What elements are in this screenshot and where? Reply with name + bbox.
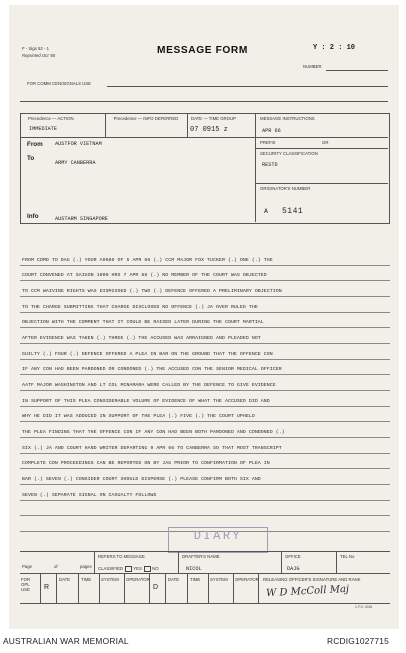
classified-label	[98, 566, 159, 572]
tel-label: TEL No	[340, 554, 355, 559]
body-line: IF ANY CON HAD BEEN PARDONED OR CONDONED (.) THE ACCUSED CON THE SENIOR MEDICAL OFFICER	[22, 367, 282, 372]
office-value: DAJG	[287, 566, 300, 572]
diary-stamp-text: DIARY	[193, 529, 243, 543]
time-label-2: TIME	[190, 577, 201, 582]
pages-label: pages	[80, 564, 92, 569]
release-label: RELEASING OFFICER'S SIGNATURE AND RANK	[263, 577, 361, 582]
print-note: C.P.O. 6456	[355, 605, 373, 609]
time-label-1: TIME	[81, 577, 92, 582]
body-line: COURT CONVENED AT SAIGON 1000 HRS 7 APR 66 (.) NO MEMBER OF THE COURT WAS OBJECTED	[22, 273, 267, 278]
dtg-value: 07 0915 z	[190, 126, 228, 134]
record-id: RCDIG1027715	[327, 636, 389, 646]
d-label: D	[153, 584, 159, 591]
releasing-signature: W D McColl Maj	[265, 583, 350, 600]
no-text: NO	[152, 566, 159, 572]
security-label: SECURITY CLASSIFICATION	[260, 151, 318, 156]
page-label: Page	[22, 564, 33, 569]
comm-use-label: FOR COMM CEN/SIGNALS USE	[27, 81, 91, 86]
system-label-2: SYSTEM	[210, 577, 228, 582]
for-opl-use-label: FOR OPL USE	[21, 577, 31, 592]
instructions-value: APR 66	[262, 128, 281, 134]
body-line: SEVEN (.) SEPARATE SIGNAL ON CASUALTY FOLLOWS	[22, 493, 157, 498]
office-label: OFFICE	[285, 554, 301, 559]
body-line: TO CCM WAIVING RIGHTS WAS DISMISSED (.) TWO (.) DEFENCE OFFERED A PRELIMINARY OBJECTION	[22, 289, 282, 294]
originator-label: ORIGINATOR'S NUMBER	[260, 186, 311, 191]
from-label: From	[27, 141, 43, 148]
body-line: IN SUPPORT OF THIS PLEA CONSIDERABLE VOLUME OF EVIDENCE OF WHAT THE ACCUSED DID AND	[22, 399, 270, 404]
gr-label: GR	[322, 140, 329, 145]
classified-text: CLASSIFIED	[98, 566, 124, 572]
archive-label: AUSTRALIAN WAR MEMORIAL	[3, 636, 129, 646]
form-code: F - Sigs 52 - 1	[22, 46, 49, 51]
drafter-value: NICOL	[186, 566, 202, 572]
body-line: SIX (.) JA AND COURT HAND WRITER DEPARTING 9 APR 66 TO CANBERRA SO THAT MOST TRANSCRIPT	[22, 446, 282, 451]
drafter-label: DRAFTER'S NAME	[182, 554, 220, 559]
reprinted-note: Reprinted Oct '65	[22, 53, 56, 58]
security-value: RESTD	[262, 162, 278, 168]
serial-number: Y : 2 : 10	[313, 44, 356, 52]
to-label: To	[27, 155, 35, 162]
number-label: NUMBER	[303, 64, 322, 69]
body-line: BAR (.) SEVEN (.) CONSIDER COURT SHOULD DISPERSE (.) PLEASE CONFIRM BOTH SIX AND	[22, 477, 261, 482]
refers-label: REFERS TO MESSAGE	[98, 554, 145, 559]
date-label-2: DATE	[168, 577, 180, 582]
operator-label-1: OPERATOR	[126, 577, 150, 582]
yes-text: YES	[133, 566, 142, 572]
from-value: AUSTFOR VIETNAM	[55, 141, 102, 147]
operator-label-2: OPERATOR	[235, 577, 259, 582]
info-value: AUSTARM SINGAPORE	[55, 216, 108, 222]
precedence-info-label: Precedence — INFO DEFERRED	[113, 116, 179, 121]
body-line: COMPLETE CON PROCEEDINGS CAN BE REPORTED ON BY JAG PRIOR TO CONFIRMATION OF PLEA IN	[22, 461, 270, 466]
originator-number: 5141	[282, 207, 304, 216]
precedence-action-value: IMMEDIATE	[29, 126, 58, 132]
form-title: MESSAGE FORM	[157, 45, 248, 56]
body-line: THE PLEA FINDING THAT THE OFFENCE CON IF ANY CON HAD BEEN BOTH PARDONED AND CONDONED (.)	[22, 430, 285, 435]
body-line: TO THE CHARGE SUBMITTING THAT CHARGE DISCLOSED NO OFFENCE (.) JA OVER RULED THE	[22, 305, 258, 310]
no-checkbox[interactable]	[144, 566, 151, 572]
prefix-label: PREFIX	[260, 140, 276, 145]
body-line: GUILTY (.) FOUR (.) DEFENCE OFFERED A PLEA IN BAR ON THE GROUND THAT THE OFFENCE CON	[22, 352, 273, 357]
body-line: FROM COMD TO DAG (.) YOUR A9660 OF 5 APR 66 (.) CCM MAJOR FOX TUCKER (.) ONE (.) THE	[22, 258, 273, 263]
info-label: Info	[27, 213, 39, 220]
body-line: OBJECTION WITH THE COMMENT THAT IT COULD BE RAISED LATER DURING THE COURT MARTIAL	[22, 320, 264, 325]
of-label: of	[54, 564, 58, 569]
body-line: AATF MAJOR WASHINGTON AND LT COL MCNAMARA WERE CALLED BY THE DEFENCE TO GIVE EVIDENCE	[22, 383, 276, 388]
dtg-label: DATE — TIME GROUP	[191, 116, 236, 121]
instructions-label: MESSAGE INSTRUCTIONS	[260, 116, 315, 121]
body-line: WHY HE DID IT WAS ADDUCED IN SUPPORT OF THE PLEA (.) FIVE (.) THE COURT UPHELD	[22, 414, 255, 419]
yes-checkbox[interactable]	[125, 566, 132, 572]
body-line: AFTER EVIDENCE WAS TAKEN (.) THREE (.) THE ACCUSED WAS ARRAIGNED AND PLEADED NOT	[22, 336, 261, 341]
precedence-action-label: Precedence — ACTION	[28, 116, 74, 121]
originator-prefix: A	[264, 208, 268, 215]
system-label-1: SYSTEM	[101, 577, 119, 582]
to-value: ARMY CANBERRA	[55, 160, 96, 166]
date-label-1: DATE	[59, 577, 71, 582]
r-label: R	[44, 584, 50, 591]
